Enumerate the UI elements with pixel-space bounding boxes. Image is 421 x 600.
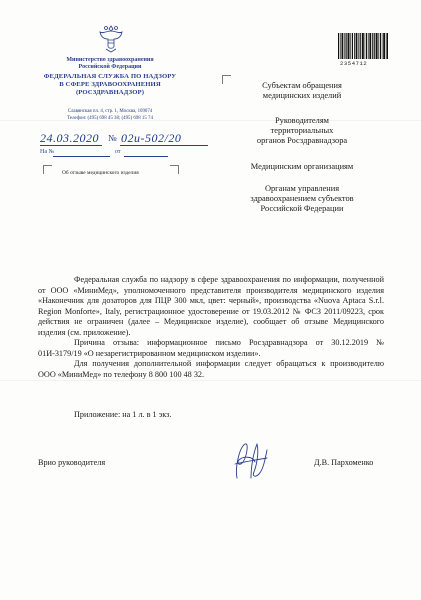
addressee-block (222, 162, 382, 172)
registration-date: 24.03.2020 (40, 131, 99, 145)
ministry-line: Российской Федерации (78, 64, 142, 71)
addressee-line: органов Росздравнадзора (256, 136, 348, 146)
attachment-note (38, 410, 384, 421)
barcode-icon (338, 33, 388, 59)
handwritten-signature (227, 438, 277, 483)
scan-artifact (0, 380, 421, 381)
addressee-line: медицинских изделий (262, 91, 342, 101)
number-underline (120, 144, 208, 146)
barcode-number: 2354712 (340, 60, 368, 67)
reply-date-label: от (115, 149, 121, 155)
signatory-title: Врио руководителя (38, 458, 106, 467)
address-line: Славянская пл. 4, стр. 1, Москва, 109074 (67, 109, 153, 114)
body-paragraph: Для получения дополнительной информации следует обращаться к производителю ООО «МиниМед» по телефону 8 800 100 48 32. (38, 359, 384, 379)
addressee-line: здравоохранением субъектов (250, 194, 354, 204)
letter-subject: Об отзыве медицинского изделия (62, 170, 139, 176)
addressee-line: Российской Федерации (260, 204, 344, 214)
agency-line: ФЕДЕРАЛЬНАЯ СЛУЖБА ПО НАДЗОРУ (43, 73, 177, 80)
addressee-line: Медицинским организациям (250, 162, 354, 171)
reply-number-underline (53, 155, 110, 157)
subject-bracket-right (170, 165, 179, 174)
ministry-line: Министерство здравоохранения (66, 57, 154, 63)
phone-line: Телефон: (495) 698 45 38; (495) 698 15 74 (67, 116, 153, 121)
subject-bracket-left (43, 165, 52, 174)
agency-name (30, 73, 190, 97)
registration-number: 02и-502/20 (121, 131, 182, 145)
addressee-block (222, 81, 382, 101)
letter-body (38, 275, 384, 380)
body-paragraph: Федеральная служба по надзору в сфере здравоохранения по информации, полученной от ООО «МиниМед», уполномоченного представителя производителя медицинского изделия «Наконечник для дозаторов для ПЦР 300 мкл, цвет: черный», производства «Nuova Aptaca S.r.l. Region Monforte», Italy, регистрационное удостоверение от 19.03.2012 № ФСЗ 2011/09223, срок действия не ограничен (далее – Медицинское изделие), сообщает об отзыве Медицинского изделия (см. приложение). (38, 275, 384, 337)
addressee-line: Органам управления (264, 184, 340, 193)
attachment-line: Приложение: на 1 л. в 1 экз. (74, 410, 172, 419)
date-underline (40, 144, 102, 146)
addressee-block (222, 184, 382, 215)
agency-line: В СФЕРЕ ЗДРАВООХРАНЕНИЯ (59, 81, 161, 88)
ministry-name (30, 57, 190, 71)
scan-artifact (0, 120, 421, 121)
addressee-line: Руководителям (275, 116, 329, 125)
addressee-line: территориальных (270, 126, 334, 136)
number-symbol: № (108, 133, 117, 143)
signatory-name: Д.В. Пархоменко (314, 458, 374, 467)
reply-date-underline (124, 155, 168, 157)
coat-of-arms-icon (96, 22, 126, 54)
addressee-line: Субъектам обращения (262, 81, 342, 90)
reply-to-label: На № (40, 149, 55, 155)
agency-line: (РОСЗДРАВНАДЗОР) (75, 89, 145, 96)
body-paragraph: Причина отзыва: информационное письмо Росздравнадзора от 30.12.2019 № 01И-3179/19 «О незарегистрированном медицинском изделии». (38, 338, 384, 358)
